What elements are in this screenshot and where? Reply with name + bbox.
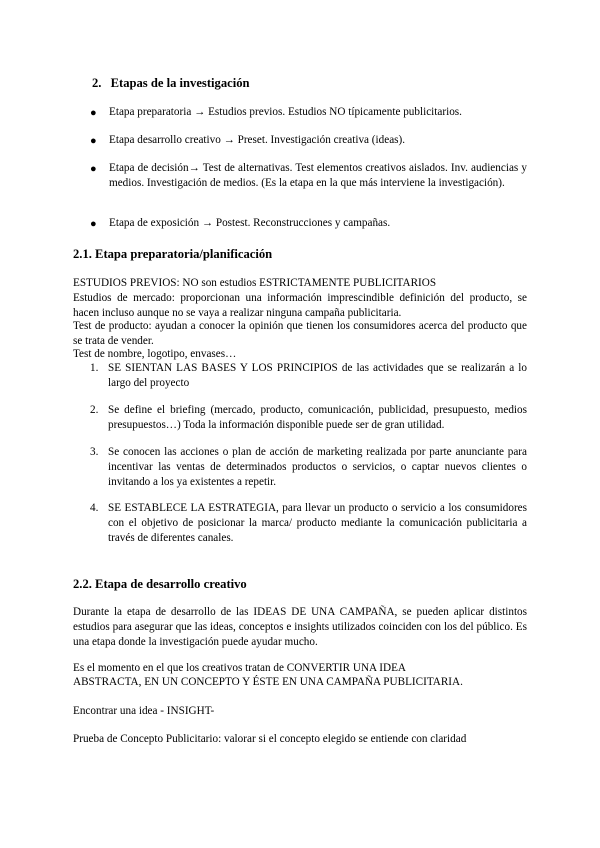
paragraph-line: Prueba de Concepto Publicitario: valorar si el concepto elegido se entiende con claridad bbox=[73, 733, 467, 745]
bullet-dot: ● bbox=[90, 163, 97, 175]
paragraph: Estudios de mercado: proporcionan una información imprescindible definición del producto, se hacen incluso aunque no se vaya a realizar ninguna campaña publicitaria. bbox=[73, 292, 527, 319]
bullet-dot: ● bbox=[90, 218, 97, 230]
bullet-text: Etapa de decisión→ Test de alternativas. Test elementos creativos aislados. Inv. audiencias y medios. Investigación de medios. (Es la etapa en la que más interviene la investigación). bbox=[109, 162, 527, 189]
subsection-title: 2.2. Etapa de desarrollo creativo bbox=[73, 577, 247, 591]
bullet-text: Etapa desarrollo creativo → Preset. Investigación creativa (ideas). bbox=[109, 134, 406, 146]
list-item-text: SE SIENTAN LAS BASES Y LOS PRINCIPIOS de las actividades que se realizarán a lo largo del proyecto bbox=[108, 362, 527, 389]
list-item-text: Se define el briefing (mercado, producto, comunicación, publicidad, presupuesto, medios presupuestos…) Toda la información disponible puede ser de gran utilidad. bbox=[108, 404, 527, 431]
list-number: 2. bbox=[90, 404, 99, 416]
list-number: 3. bbox=[90, 446, 99, 458]
paragraph: Durante la etapa de desarrollo de las IDEAS DE UNA CAMPAÑA, se pueden aplicar distintos estudios para asegurar que las ideas, conceptos e insights utilizados coinciden con los del público. Es una etapa donde la investigación puede ayudar mucho. bbox=[73, 606, 527, 648]
section-number: 2. bbox=[92, 76, 102, 90]
paragraph: Test de producto: ayudan a conocer la opinión que tienen los consumidores acerca del producto que se trata de vender. bbox=[73, 320, 527, 347]
bullet-dot: ● bbox=[90, 107, 97, 119]
list-item-text: Se conocen las acciones o plan de acción de marketing realizada por parte anunciante para incentivar las ventas de determinados productos o servicios, o captar nuevos clientes o invitando a los ya existentes a repetir. bbox=[108, 446, 527, 488]
list-item-text: SE ESTABLECE LA ESTRATEGIA, para llevar un producto o servicio a los consumidores con el objetivo de posicionar la marca/ producto mediante la comunicación publicitaria a través de diferentes canales. bbox=[108, 502, 527, 544]
bullet-text: Etapa preparatoria → Estudios previos. Estudios NO típicamente publicitarios. bbox=[109, 106, 462, 118]
paragraph-line: ESTUDIOS PREVIOS: NO son estudios ESTRICTAMENTE PUBLICITARIOS bbox=[73, 277, 437, 289]
subsection-title: 2.1. Etapa preparatoria/planificación bbox=[73, 247, 273, 261]
paragraph-line: Es el momento en el que los creativos tratan de CONVERTIR UNA IDEA bbox=[73, 662, 407, 674]
list-number: 1. bbox=[90, 362, 99, 374]
list-number: 4. bbox=[90, 502, 99, 514]
paragraph-line: ABSTRACTA, EN UN CONCEPTO Y ÉSTE EN UNA CAMPAÑA PUBLICITARIA. bbox=[73, 676, 463, 688]
section-heading bbox=[92, 76, 250, 91]
paragraph-line: Test de nombre, logotipo, envases… bbox=[73, 348, 237, 360]
paragraph-line: Encontrar una idea - INSIGHT- bbox=[73, 705, 215, 717]
bullet-text: Etapa de exposición → Postest. Reconstrucciones y campañas. bbox=[109, 217, 391, 229]
bullet-dot: ● bbox=[90, 135, 97, 147]
section-title: Etapas de la investigación bbox=[110, 76, 250, 90]
